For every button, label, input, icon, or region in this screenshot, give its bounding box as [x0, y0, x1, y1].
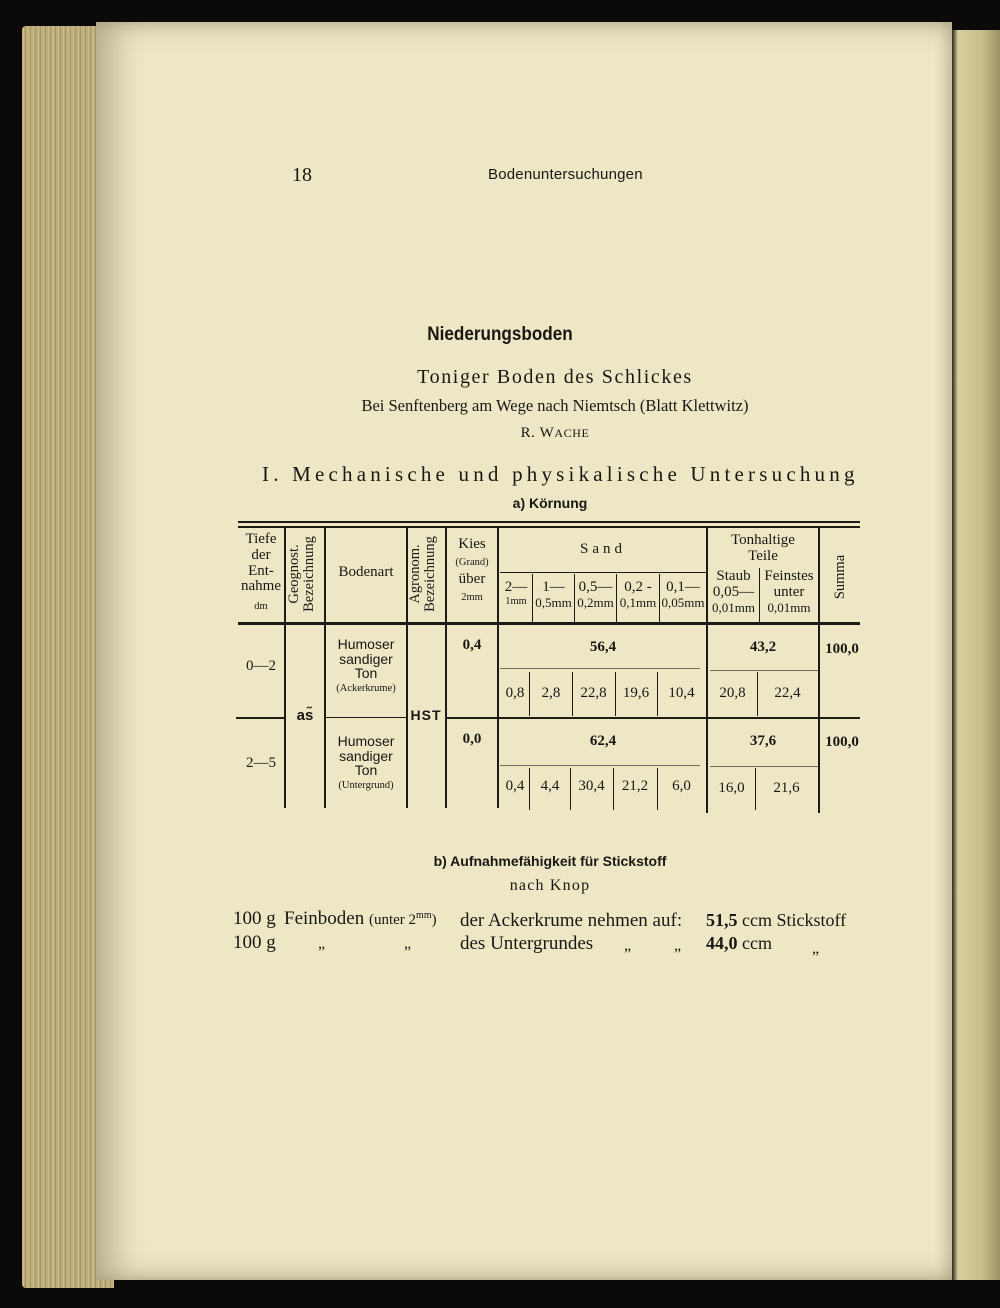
row1-depth: 0—2	[246, 658, 276, 674]
row2-ton-value: 21,6	[773, 780, 800, 796]
header-feinstes: Feinstes unter 0,01mm	[764, 568, 814, 615]
row2-kies: 0,0	[462, 731, 482, 747]
section-heading: I. Mechanische und physikalische Untersuchung	[262, 462, 859, 486]
facing-page-edge	[952, 30, 1000, 1280]
ditto-mark: „	[404, 935, 412, 952]
line2-value: 44,0 ccm	[706, 933, 772, 953]
row1-sand-value: 10,4	[668, 685, 695, 701]
row1-kies: 0,4	[462, 637, 482, 653]
line1-amount: 100 g	[233, 908, 276, 929]
row1-ton-value: 22,4	[774, 685, 801, 701]
row1-sand-total: 56,4	[589, 639, 617, 655]
geognost-value: as̃	[296, 707, 314, 724]
location: Bei Senftenberg am Wege nach Niemtsch (Blatt Klettwitz)	[361, 396, 749, 415]
line1-material: Feinboden (unter $2^{mm}$)	[284, 908, 437, 929]
ditto-mark: „	[624, 937, 632, 954]
row1-summa: 100,0	[825, 641, 859, 657]
row1-sand-value: 19,6	[622, 685, 650, 701]
row2-depth: 2—5	[246, 755, 276, 771]
header-summa: Summa	[832, 554, 848, 600]
row2-ton-value: 16,0	[718, 780, 745, 796]
line1-text: der Ackerkrume nehmen auf:	[460, 910, 683, 931]
line2-text: des Untergrundes	[460, 933, 594, 954]
header-bodenart: Bodenart	[338, 564, 394, 580]
ditto-mark: „	[318, 935, 326, 952]
row2-bodenart: Humoser sandiger Ton (Untergrund)	[337, 733, 395, 792]
running-head: Bodenuntersuchungen	[488, 166, 643, 183]
row2-sand-total: 62,4	[589, 733, 617, 749]
row2-sand-value: 30,4	[578, 778, 605, 794]
header-sand-col: 0,1— 0,05mm	[661, 579, 705, 610]
row2-sand-value: 4,4	[540, 778, 560, 794]
subsection-b-heading: b) Aufnahmefähigkeit für Stickstoff	[433, 853, 667, 869]
header-depth: Tiefe der Ent- nahme dm	[241, 531, 281, 612]
header-sand-col: 1— 0,5mm	[535, 579, 572, 610]
row1-sand-value: 22,8	[580, 685, 607, 701]
row1-ton-value: 20,8	[719, 685, 746, 701]
agronom-value: HST	[410, 707, 442, 723]
ditto-mark: „	[812, 940, 820, 957]
header-sand-col: 2— 1mm	[504, 579, 528, 607]
header-kies: Kies (Grand) über 2mm	[455, 536, 489, 603]
row2-summa: 100,0	[825, 734, 859, 750]
header-sand-col: 0,5— 0,2mm	[577, 579, 614, 610]
header-tonhaltige: Tonhaltige Teile	[731, 532, 795, 564]
header-sand: Sand	[580, 541, 626, 557]
row2-sand-value: 21,2	[621, 778, 649, 794]
row2-sand-value: 0,4	[505, 778, 525, 794]
soil-type: Toniger Boden des Schlickes	[417, 366, 693, 388]
line1-value: 51,5 ccm Stickstoff	[706, 910, 847, 930]
ditto-mark: „	[674, 937, 682, 954]
row1-bodenart: Humoser sandiger Ton (Ackerkrume)	[336, 636, 396, 695]
method-note: nach Knop	[509, 877, 591, 894]
row1-sand-value: 0,8	[505, 685, 525, 701]
row1-ton-total: 43,2	[749, 639, 777, 655]
line2-amount: 100 g	[233, 932, 276, 953]
author: R. WACHE	[520, 425, 590, 441]
header-sand-col: 0,2 - 0,1mm	[619, 579, 657, 610]
row1-sand-value: 2,8	[541, 685, 561, 701]
header-staub: Staub 0,05— 0,01mm	[712, 568, 755, 615]
page-title: Niederungsboden	[427, 324, 573, 345]
page-number: 18	[292, 164, 312, 186]
subsection-a-heading: a) Körnung	[512, 495, 588, 511]
header-geognost: Geognost. Bezeichnung	[286, 536, 318, 612]
row2-sand-value: 6,0	[672, 778, 691, 794]
header-agronom: Agronom. Bezeichnung	[407, 536, 439, 612]
row2-ton-total: 37,6	[749, 733, 777, 749]
